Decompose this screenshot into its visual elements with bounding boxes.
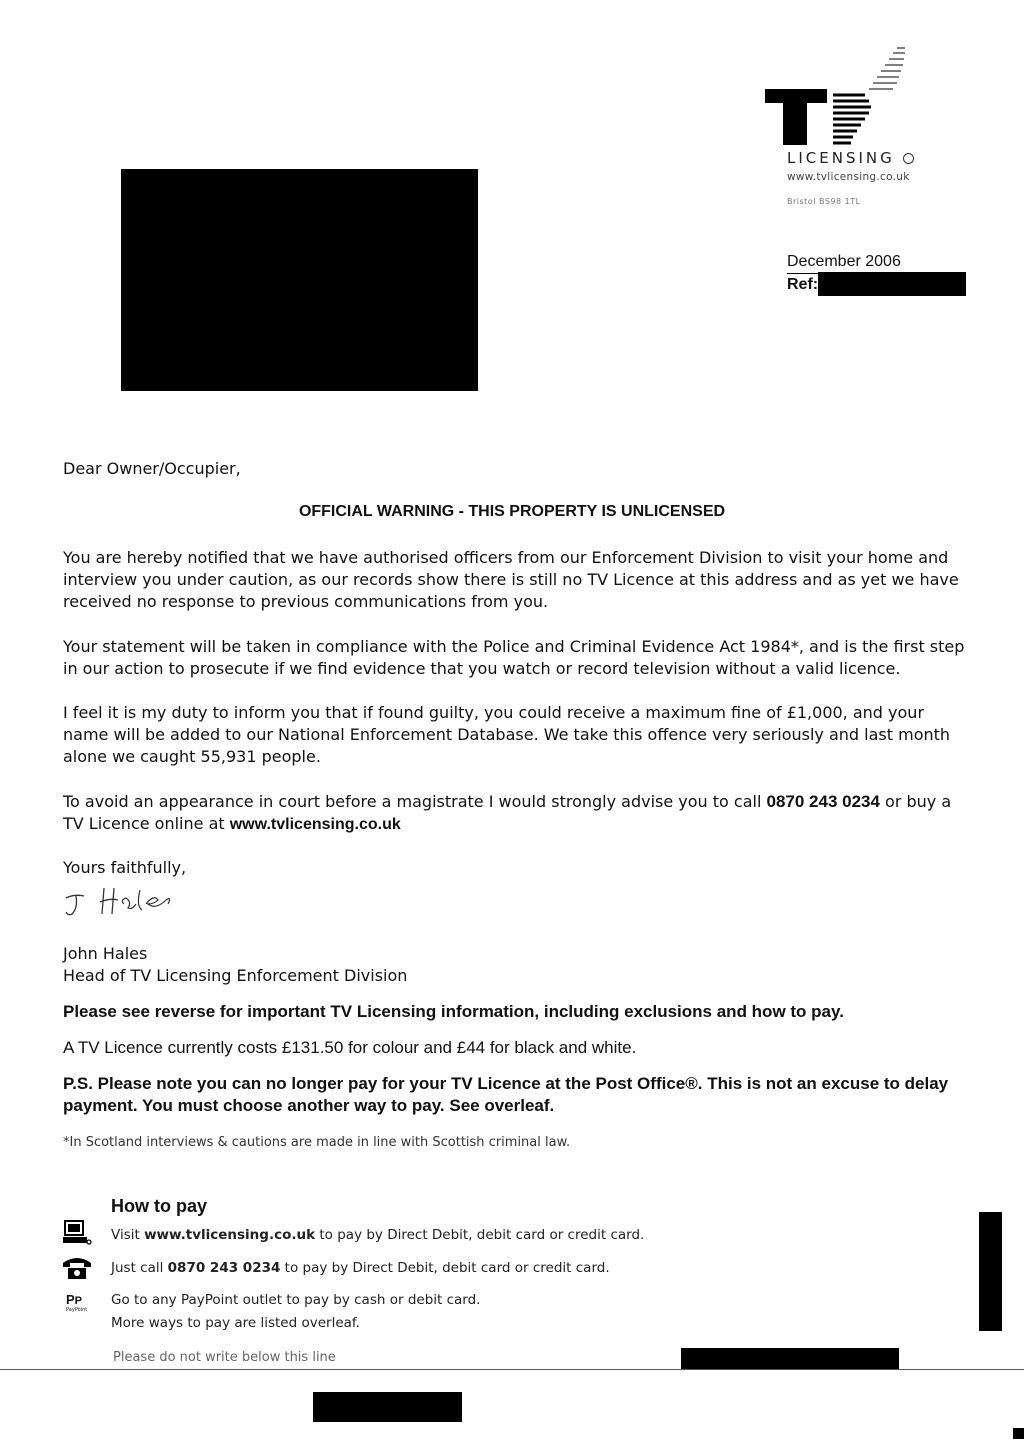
paragraph-3: I feel it is my duty to inform you that if found guilty, you could receive a maximum fine of £1,000, and your name will be added to our National Enforcement Database. We take this offence very seriously and last month alone we caught 55,931 people. — [63, 703, 951, 766]
footer-divider — [0, 1369, 1024, 1370]
warning-heading: OFFICIAL WARNING - THIS PROPERTY IS UNLICENSED — [298, 503, 726, 520]
ref-label: Ref: — [787, 276, 819, 293]
redacted-footer-top — [681, 1348, 899, 1369]
paragraph-1: You are hereby notified that we have authorised officers from our Enforcement Division to visit your home and interview you under caution, as our records show there is still no TV Licence at this address and as yet we have received no response to previous communications from you. — [63, 548, 959, 611]
do-not-write-note: Please do not write below this line — [113, 1350, 336, 1365]
redacted-footer-bottom — [313, 1392, 462, 1422]
how-to-pay-title: How to pay — [111, 1196, 208, 1216]
ps-note: P.S. Please note you can no longer pay for your TV Licence at the Post Office®. This is not an excuse to delay payment. You must choose another way to pay. See overleaf. — [63, 1074, 949, 1115]
paypoint-icon: PP PayPoint — [66, 1294, 96, 1320]
pay-more-ways-row: More ways to pay are listed overleaf. — [111, 1315, 360, 1331]
pay-online-row: Visit www.tvlicensing.co.uk to pay by Direct Debit, debit card or credit card. — [111, 1227, 645, 1243]
pay-phone-row: Just call 0870 243 0234 to pay by Direct Debit, debit card or credit card. — [111, 1260, 610, 1276]
redacted-ref — [818, 272, 966, 296]
website-link[interactable]: www.tvlicensing.co.uk — [229, 816, 401, 833]
logo-website: www.tvlicensing.co.uk — [787, 171, 910, 183]
corner-mark — [1013, 1428, 1024, 1439]
computer-icon — [62, 1220, 92, 1246]
closing: Yours faithfully, — [63, 858, 187, 877]
tv-licensing-logo — [765, 45, 925, 205]
pay-phone-number: 0870 243 0234 — [167, 1260, 281, 1276]
signer-title: Head of TV Licensing Enforcement Division — [63, 966, 408, 985]
paragraph-4: To avoid an appearance in court before a magistrate I would strongly advise you to call 0870 243 0234 or buy a TV Licence online at www.tvlicensing.co.uk — [63, 792, 952, 833]
scotland-footnote: *In Scotland interviews & cautions are made in line with Scottish criminal law. — [63, 1135, 571, 1150]
logo-wordmark: LICENSING — [787, 149, 914, 167]
redacted-address — [121, 169, 478, 391]
paragraph-2: Your statement will be taken in compliance with the Police and Criminal Evidence Act 1984*, and is the first step in our action to prosecute if we find evidence that you watch or record television without a valid licence. — [63, 637, 965, 678]
pay-online-link[interactable]: www.tvlicensing.co.uk — [144, 1227, 316, 1243]
phone-number: 0870 243 0234 — [766, 792, 880, 811]
signer-name: John Hales — [63, 944, 148, 963]
handwritten-signature — [62, 880, 182, 920]
pay-paypoint-row: Go to any PayPoint outlet to pay by cash or debit card. — [111, 1292, 481, 1308]
letter-date: December 2006 — [787, 253, 901, 270]
tv-logo-icon — [765, 45, 925, 145]
telephone-icon — [62, 1255, 92, 1281]
redacted-side-bar — [979, 1212, 1002, 1331]
salutation: Dear Owner/Occupier, — [63, 459, 241, 478]
logo-address: Bristol BS98 1TL — [787, 197, 861, 206]
paypoint-caption: PayPoint — [66, 1307, 88, 1313]
licence-cost-note: A TV Licence currently costs £131.50 for colour and £44 for black and white. — [63, 1038, 637, 1057]
reverse-note: Please see reverse for important TV Licensing information, including exclusions and how to pay. — [63, 1002, 844, 1021]
